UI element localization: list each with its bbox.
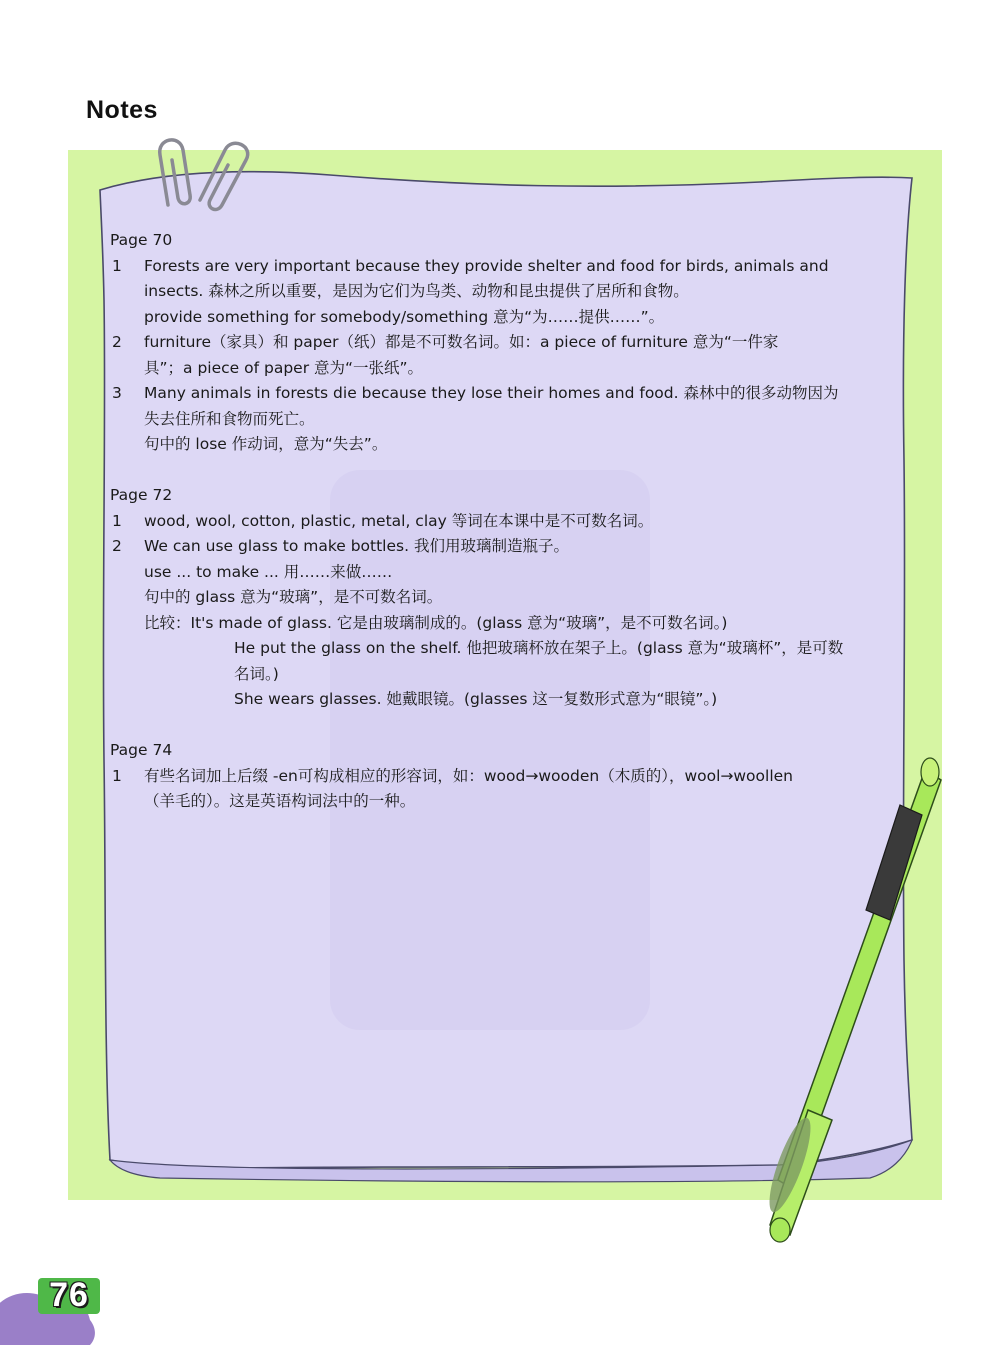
note-line: wood, wool, cotton, plastic, metal, clay 等词在本课中是不可数名词。 <box>144 511 654 530</box>
note-item <box>110 509 910 535</box>
notes-section-page-70 <box>110 228 910 458</box>
note-line: Forests are very important because they provide shelter and food for birds, animals and <box>144 256 829 275</box>
section-gap <box>110 458 910 484</box>
note-item <box>110 764 910 815</box>
note-item <box>110 381 910 458</box>
note-number: 2 <box>112 537 122 555</box>
section-title: Page 72 <box>110 486 173 504</box>
note-number: 1 <box>112 256 122 275</box>
note-line: 失去住所和食物而死亡。 <box>144 409 315 428</box>
note-line: furniture（家具）和 paper（纸）都是不可数名词。如：a piece of furniture 意为“一件家 <box>144 333 779 351</box>
note-number: 3 <box>112 384 122 402</box>
note-line: insects. 森林之所以重要，是因为它们为鸟类、动物和昆虫提供了居所和食物。 <box>144 282 689 300</box>
notes-section-page-72 <box>110 483 910 713</box>
notes-heading: Notes <box>86 96 158 124</box>
note-number: 1 <box>112 511 122 530</box>
note-line: 名词。) <box>234 664 279 683</box>
note-item <box>110 330 910 381</box>
notes-section-page-74 <box>110 738 910 815</box>
note-line: Many animals in forests die because they lose their homes and food. 森林中的很多动物因为 <box>144 384 839 402</box>
note-line: 具”；a piece of paper 意为“一张纸”。 <box>144 358 424 377</box>
note-item <box>110 534 910 713</box>
note-line: use ... to make ... 用……来做…… <box>144 562 393 581</box>
notes-content <box>110 228 910 815</box>
note-line: 有些名词加上后缀 -en可构成相应的形容词，如：wood→wooden（木质的），wool→woollen <box>144 766 793 785</box>
note-line: He put the glass on the shelf. 他把玻璃杯放在架子上。(glass 意为“玻璃杯”，是可数 <box>234 639 844 657</box>
note-line: 句中的 glass 意为“玻璃”，是不可数名词。 <box>144 588 443 606</box>
note-line: （羊毛的）。这是英语构词法中的一种。 <box>144 792 416 810</box>
note-line: 句中的 lose 作动词，意为“失去”。 <box>144 435 388 453</box>
section-title: Page 74 <box>110 741 173 759</box>
section-title: Page 70 <box>110 231 173 249</box>
page-number-badge <box>38 1278 100 1314</box>
note-number: 2 <box>112 333 122 351</box>
note-line: provide something for somebody/something 意为“为……提供……”。 <box>144 307 665 326</box>
note-line: 比较：It's made of glass. 它是由玻璃制成的。(glass 意为“玻璃”，是不可数名词。) <box>144 613 728 632</box>
section-gap <box>110 713 910 739</box>
note-number: 1 <box>112 766 122 785</box>
page-number: 76 <box>49 1276 89 1314</box>
note-line: She wears glasses. 她戴眼镜。(glasses 这一复数形式意为“眼镜”。) <box>234 690 718 708</box>
note-item <box>110 254 910 331</box>
note-line: We can use glass to make bottles. 我们用玻璃制造瓶子。 <box>144 537 569 555</box>
